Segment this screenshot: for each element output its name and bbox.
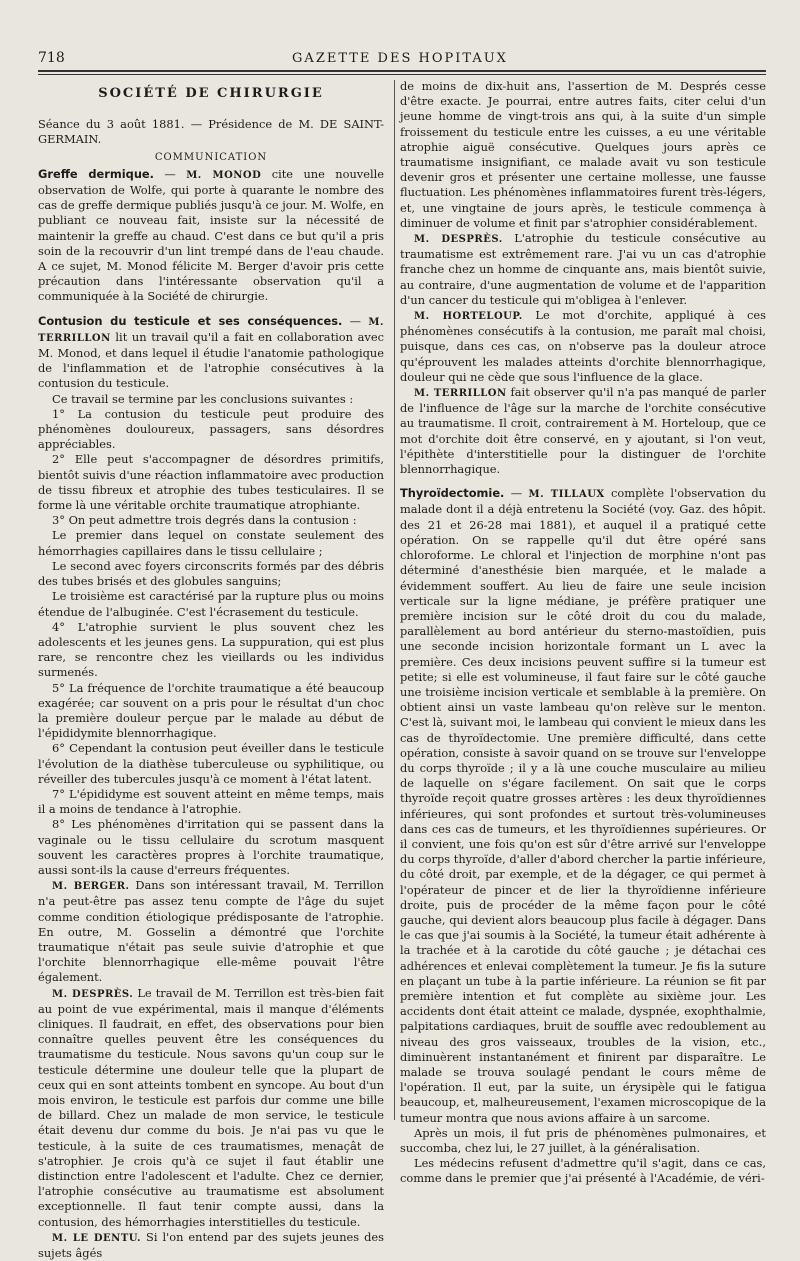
paragraph-contusion: Contusion du testicule et ses conséquences. — M. TERRILLON lit un travail qu'il a fait en collaboration avec M. Monod, et dans lequel il étudie l'anatomie pathologique de l'inflammation et de l'atrophie consécutives à la contusion du testicule. [38, 313, 384, 391]
paragraph: Les médecins refusent d'admettre qu'il s'agit, dans ce cas, comme dans le premier que j'ai présenté à l'Académie, de véri- [400, 1156, 766, 1186]
speaker-name: M. DESPRÈS. [52, 988, 134, 1000]
speaker-name: M. HORTELOUP. [414, 311, 523, 323]
section-title: SOCIÉTÉ DE CHIRURGIE [98, 86, 324, 101]
paragraph: Après un mois, il fut pris de phénomènes pulmonaires, et succomba, chez lui, le 27 juillet, à la généralisation. [400, 1125, 766, 1156]
session-line: Séance du 3 août 1881. — Présidence de M. DE SAINT-GERMAIN. [38, 117, 384, 147]
article-title: Thyroïdectomie. [400, 486, 505, 501]
conclusion-item: 5° La fréquence de l'orchite traumatique a été beaucoup exagérée; car souvent on a pris pour le résultat d'un choc la première douleur perçue par le malade au début de l'épididymite blennorrhagique. [38, 680, 384, 741]
conclusion-item: 2° Elle peut s'accompagner de désordres primitifs, bientôt suivis d'une réaction inflammatoire avec production de tissu fibreux et atrophie des tubes testiculaires. Il se forme là une véritable orchite traumatique atrophiante. [38, 452, 384, 513]
column-divider [394, 80, 395, 1120]
conclusion-item: 7° L'épididyme est souvent atteint en même temps, mais il a moins de tendance à l'atrophie. [38, 786, 384, 817]
paragraph: Le premier dans lequel on constate seulement des hémorrhagies capillaires dans le tissu cellulaire ; [38, 528, 384, 558]
paragraph-berger: M. BERGER. Dans son intéressant travail, M. Terrillon n'a peut-être pas assez tenu compte de l'âge du sujet comme condition étiologique prédisposante de l'atrophie. En outre, M. Gosselin a démontré que l'orchite traumatique n'était pas seule suivie d'atrophie et que l'orchite blennorrhagique elle-même pouvait l'être également. [38, 878, 384, 985]
conclusion-item: 3° On peut admettre trois degrés dans la contusion : [52, 513, 357, 528]
speaker-name: M. MONOD [186, 169, 262, 181]
paragraph: de moins de dix-huit ans, l'assertion de M. Després cesse d'être exacte. Je pourrai, entre autres faits, citer celui d'un jeune homme de vingt-trois ans qui, à la suite d'un simple froissement du testicule entre les cuisses, a eu une véritable atrophie aiguë consécutive. Quelques jours après ce traumatisme insignifiant, ce malade avait vu son testicule devenir gros et présenter une certaine mollesse, une fausse fluctuation. Les phénomènes inflammatoires furent très-légers, et, une vingtaine de jours après, le testicule commença à diminuer de volume et finit par s'atrophier considérablement. [400, 79, 766, 230]
page-header [0, 50, 800, 70]
conclusion-item: 4° L'atrophie survient le plus souvent chez les adolescents et les jeunes gens. La suppuration, qui est plus rare, se rencontre chez les vieillards ou les individus surmenés. [38, 619, 384, 680]
communication-heading: COMMUNICATION [154, 151, 268, 163]
page-number: 718 [38, 50, 65, 66]
header-rule-thick [38, 70, 766, 72]
paragraph: Le second avec foyers circonscrits formés par des débris des tubes brisés et des globules sanguins; [38, 558, 384, 589]
paragraph: Ce travail se termine par les conclusions suivantes : [52, 391, 354, 406]
conclusion-item: 8° Les phénomènes d'irritation qui se passent dans la vaginale ou le tissu cellulaire du scrotum masquent souvent les caractères propres à l'orchite traumatique, aussi sont-ils la cause d'erreurs fréquentes. [38, 817, 384, 877]
paragraph-thyroidectomie: Thyroïdectomie. — M. TILLAUX complète l'observation du malade dont il a déjà entretenu la Société (voy. Gaz. des hôpit. des 21 et 26-28 mai 1881), et auquel il a pratiqué cette opération. On se rappelle qu'il dut être opéré sans chloroforme. Le chloral et l'injection de morphine n'ont pas déterminé d'anesthésie bien marquée, et le malade a évidemment souffert. Au lieu de faire une seule incision verticale sur la ligne médiane, je préfère pratiquer une première incision sur le côté droit du cou du malade, parallèlement au bord antérieur du sterno-mastoïdien, puis une seconde incision horizontale formant un L avec la première. Ces deux incisions peuvent suffire si la tumeur est petite; si elle est volumineuse, il faut faire sur le côté gauche une troisième incision verticale et semblable à la première. On obtient ainsi un vaste lambeau qu'on relève sur le menton. C'est là, suivant moi, le lambeau qui convient le mieux dans les cas de thyroïdectomie. Une première difficulté, dans cette opération, consiste à savoir quand on se trouve sur l'enveloppe du corps thyroïde ; il y a là une couche musculaire au milieu de laquelle on s'égare facilement. On sait que le corps thyroïde reçoit quatre grosses artères : les deux thyroïdiennes inférieures, qui sont profondes et surtout très-volumineuses dans ces cas de tumeurs, et les thyroïdiennes supérieures. Or il convient, une fois qu'on est sûr d'être arrivé sur l'enveloppe du corps thyroïde, d'aller d'abord chercher la partie inférieure, du côté droit, par exemple, et de la dégager, ce qui permet à l'opérateur de pincer et de lier la thyroïdienne inférieure droite, puis de procéder de la même façon pour le côté gauche, qui devient alors beaucoup plus facile à dégager. Dans le cas que j'ai soumis à la Société, la tumeur était adhérente à la trachée et à la carotide du côté gauche ; je détachai ces adhérences et enlevai complètement la tumeur. Je fis la suture en plaçant un tube à la partie inférieure. La réunion se fit par première intention et fut complète au sixième jour. Les accidents dont était atteint ce malade, dyspnée, exophthalmie, palpitations cardiaques, bruit de souffle avec redoublement au niveau des gros vaisseaux, troubles de la vision, etc., diminuèrent instantanément et finirent par disparaître. Le malade se trouva soulagé pendant le cours même de l'opération. Il eut, par la suite, un érysipèle qui le fatigua beaucoup, et, malheureusement, l'examen microscopique de la tumeur montra que nous avions affaire à un sarcome. [400, 486, 767, 1125]
speaker-name: M. TILLAUX [528, 489, 605, 501]
speaker-name: M. BERGER. [52, 881, 130, 893]
paragraph-despres-2: M. DESPRÈS. L'atrophie du testicule consécutive au traumatisme est extrêmement rare. J'ai vu un cas d'atrophie franche chez un homme de cinquante ans, mais bientôt suivie, au contraire, d'une augmentation de volume et de l'apparition d'un cancer du testicule qui m'obligea à l'enlever. [400, 231, 766, 307]
paragraph-le-dentu: M. LE DENTU. Si l'on entend par des sujets jeunes des sujets âgés [38, 1229, 384, 1261]
speaker-name: M. LE DENTU. [52, 1232, 142, 1244]
conclusion-item: 6° Cependant la contusion peut éveiller dans le testicule l'évolution de la diathèse tuberculeuse ou syphilitique, ou réveiller des tubercules jusqu'à ce moment à l'état latent. [38, 741, 384, 786]
article-title: Greffe dermique. [38, 166, 154, 181]
paragraph-greffe: Greffe dermique. — M. MONOD cite une nouvelle observation de Wolfe, qui porte à quarante le nombre des cas de greffe dermique publiés jusqu'à ce jour. M. Wolfe, en publiant ce nouveau fait, insiste sur la nécessité de maintenir la greffe au chaud. C'est dans ce but qu'il a pris soin de la recouvrir d'un lint trempé dans de l'eau chaude. A ce sujet, M. Monod félicite M. Berger d'avoir pris cette précaution dans l'intéressante observation qu'il a communiquée à la Société de chirurgie. [38, 166, 384, 304]
paragraph-horteloup: M. HORTELOUP. Le mot d'orchite, appliqué à ces phénomènes consécutifs à la contusion, me paraît mal choisi, puisque, dans ces cas, on n'observe pas la douleur atroce qu'éprouvent les malades atteints d'orchite blennorrhagique, douleur qui ne cède que sous l'influence de la glace. [400, 308, 766, 384]
header-rule-thin [38, 74, 766, 75]
speaker-name: M. DESPRÈS. [414, 234, 503, 246]
speaker-name: M. TERRILLON [38, 316, 384, 344]
paragraph: Le troisième est caractérisé par la rupture plus ou moins étendue de l'albuginée. C'est l'écrasement du testicule. [38, 589, 384, 619]
right-column [400, 79, 766, 1187]
speaker-name: M. TERRILLON [414, 388, 507, 400]
article-title: Contusion du testicule et ses conséquences. [38, 313, 343, 328]
paragraph-despres: M. DESPRÈS. Le travail de M. Terrillon est très-bien fait au point de vue expérimental, mais il manque d'éléments cliniques. Il faudrait, en effet, des observations pour bien connaître quelles peuvent être les conséquences du traumatisme du testicule. Nous savons qu'un coup sur le testicule détermine une douleur telle que la plupart de ceux qui en sont atteints tombent en syncope. Au bout d'un mois environ, le testicule est parfois dur comme une bille de billard. Chez un malade de mon service, le testicule était devenu dur comme du bois. Je n'ai pas vu que le testicule, à la suite de ces traumatismes, menaçât de s'atrophier. Je crois qu'à ce sujet il faut établir une distinction entre l'adolescent et l'adulte. Chez ce dernier, l'atrophie consécutive au traumatisme est absolument exceptionnelle. Il faut tenir compte aussi, dans la contusion, des hémorrhagies interstitielles du testicule. [38, 985, 384, 1229]
conclusion-item: 1° La contusion du testicule peut produire des phénomènes douloureux, passagers, sans désordres appréciables. [38, 406, 384, 452]
paragraph-terrillon: M. TERRILLON fait observer qu'il n'a pas manqué de parler de l'influence de l'âge sur la marche de l'orchite consécutive au traumatisme. Il croit, contrairement à M. Horteloup, que ce mot d'orchite doit être conservé, en y ajoutant, si l'on veut, l'épithète d'interstitielle pour la distinguer de l'orchite blennorrhagique. [400, 385, 766, 477]
left-column [38, 86, 384, 1261]
running-title: GAZETTE DES HOPITAUX [292, 51, 508, 66]
